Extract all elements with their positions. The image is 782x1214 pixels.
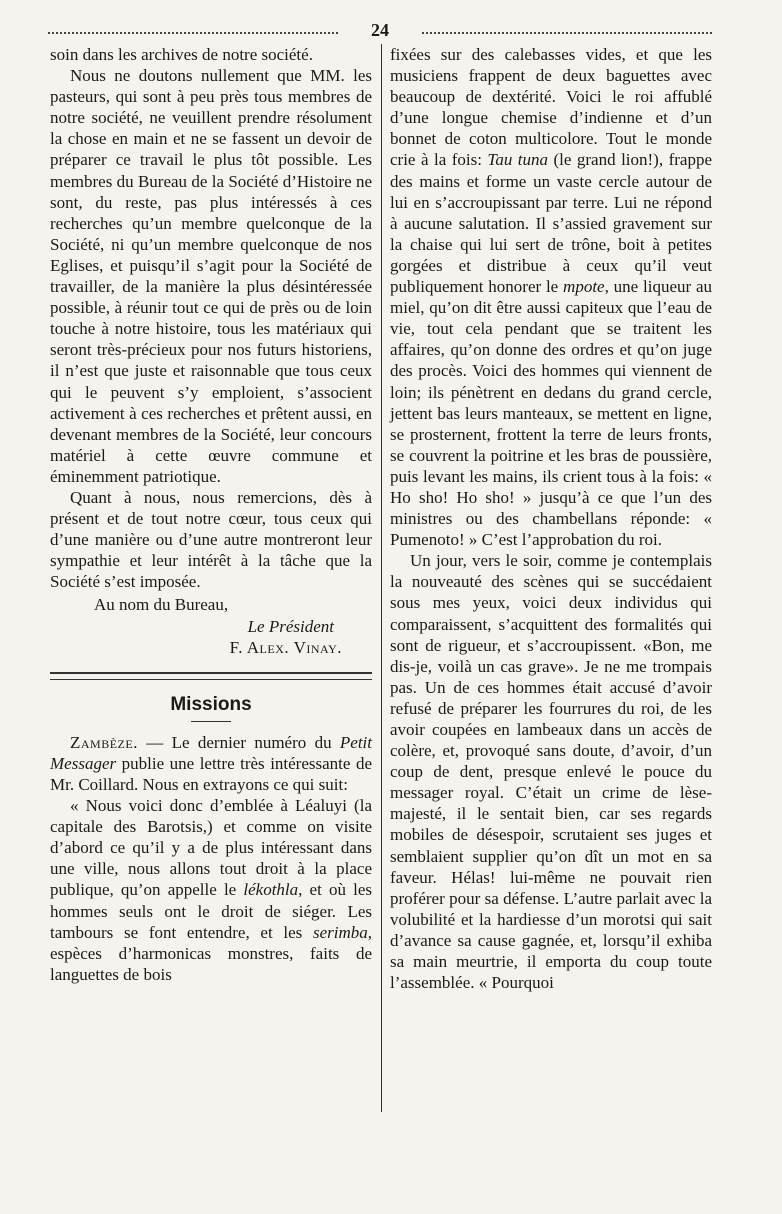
header-ornament-right	[422, 32, 712, 36]
section-title: Missions	[170, 693, 252, 715]
publication-title: Petit Messager	[50, 732, 372, 773]
paragraph-thanks: Quant à nous, nous remercions, dès à présent et de tout notre cœur, tous ceux qui d’une manière ou d’une autre montreront leur sympathie et leur intérêt à la tâche que la Société s’est imposée.	[50, 487, 372, 592]
section-divider	[50, 672, 372, 680]
title-underline	[191, 721, 231, 722]
signature-title: Le Président	[247, 616, 334, 636]
column-divider	[381, 44, 382, 1112]
paragraph-trial: Un jour, vers le soir, comme je contemplais la nouveauté des scènes qui se succédaient sous mes yeux, voici deux individus qui comparaissent, s’acquittent des formalités qui sont de rigueur, et s’accroupissent. «Bon, me dis-je, voilà un cas grave». Je ne me trompais pas. Un de ces hommes était accusé d’avoir refusé de préparer les fourrures du roi, de les avoir coupées en lambeaux dans un accès de colère, et, provoqué sans doute, d’avoir, d’un coup de dent, presque enlevé le pouce du messager royal. C’était un crime de lèse-majesté, il le sentait bien, car ses regards mobiles de désespoir, scrutaient ses juges et semblaient supplier qu’on dît un mot en sa faveur. Hélas! lui-même ne pouvait rien proférer pour sa défense. L’autre parlait avec la volubilité et la hardiesse d’un morotsi qui sait d’avance sa cause gagnée, et, lorsqu’il exhiba sa main meurtrie, il emporta du coup toute l’assemblée. « Pourquoi	[390, 551, 712, 993]
left-column	[50, 44, 372, 985]
paragraph-appeal: Nous ne doutons nullement que MM. les pasteurs, qui sont à peu près tous membres de notre société, ne veuillent prendre résolument la chose en main et ne se fassent un devoir de préparer ce travail le plus tôt possible. Les membres du Bureau de la Société d’Histoire ne sont, du reste, pas plus intéressés à ces recherches qu’un membre quelconque de la Société, ni qu’un membre quelconque de nos Eglises, et puisqu’il s’agit pour la Société de travailler, de la manière la plus désintéressée possible, à réunir tout ce qui de près ou de loin touche à notre histoire, tous les matériaux qui seront très-précieux pour nos futurs historiens, il n’est que juste et raisonnable que tous ceux qui le peuvent s’y emploient, s’associent activement à ces recherches et prêtent aussi, en devenant membres de la Société, leur concours matériel à cette œuvre commune et éminemment patriotique.	[50, 66, 372, 486]
paragraph-royal-court: fixées sur des calebasses vides, et que les musiciens frappent de deux baguettes avec beaucoup de dextérité. Voici le roi affublé d’une longue chemise d’indienne et d’un bonnet de coton multicolore. Tout le monde crie à la fois: Tau tuna (le grand lion!), frappe des mains et forme un vaste cercle autour de lui en s’accroupissant par terre. Lui ne répond à aucune salutation. Il s’assied gravement sur la chaise qui lui sert de trône, boit à petites gorgées et distribue à ceux qu’il veut publiquement honorer le mpote, une liqueur au miel, qu’on dit être aussi capiteux que l’eau de vie, tout cela pendant que se traitent les affaires, qu’on donne des ordres et qu’on juge des procès. Voici des hommes qui viennent de loin; ils pénètrent en dedans du grand cercle, jettent bas leurs manteaux, se mettent en ligne, se prosternent, frottent la terre de leurs fronts, se couvrent la poitrine et les bras de poussière, puis levant les mains, ils crient tous à la fois: « Ho sho! Ho sho! » jusqu’à ce que l’un des ministres ou des chambellans réponde: « Pumenoto! » C’est l’approbation du roi.	[390, 45, 713, 550]
paragraph-zambeze-intro: Zambèze. — Le dernier numéro du Petit Messager publie une lettre très intéressante de Mr. Coillard. Nous en extrayons ce qui suit:	[50, 732, 372, 794]
paragraph-letter-start: « Nous voici donc d’emblée à Léaluyi (la capitale des Barotsis,) et comme on visite d’abord ce qu’il y a de plus intéressant dans une ville, nous allons tout droit à la place publique, qu’on appelle le lékothla, et où les hommes seuls ont le droit de siéger. Les tambours se font entendre, et les serimba, espèces d’harmonicas monstres, faits de languettes de bois	[50, 796, 372, 984]
place-name: Zambèze.	[70, 732, 138, 752]
right-column	[390, 44, 712, 993]
page-number: 24	[371, 20, 389, 40]
signature-salutation: Au nom du Bureau,	[94, 595, 229, 615]
paragraph-continuation: soin dans les archives de notre société.	[50, 45, 313, 64]
signature-name: F. Alex. Vinay.	[229, 637, 342, 657]
page-header	[48, 22, 712, 42]
